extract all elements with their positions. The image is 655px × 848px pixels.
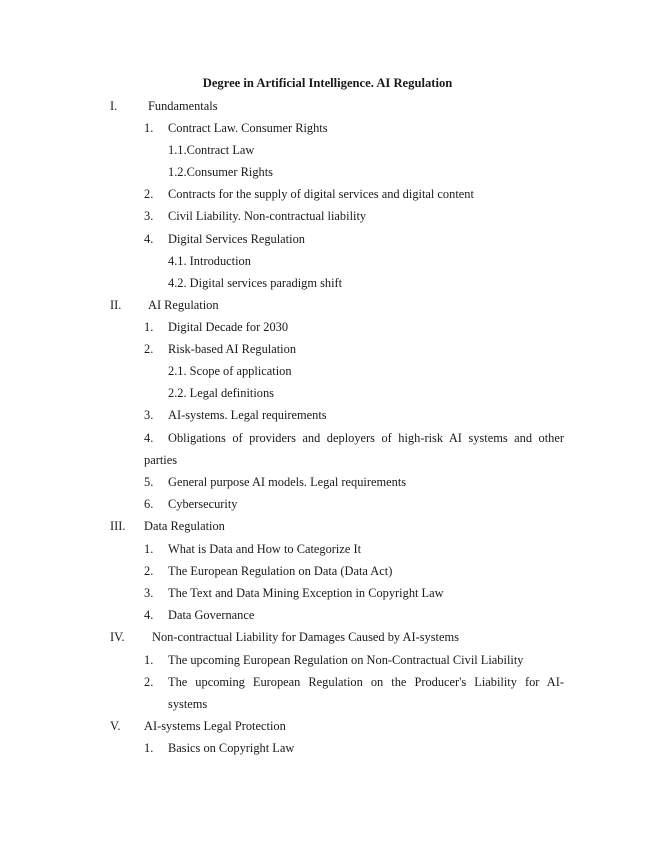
item-number: 1. bbox=[144, 741, 154, 755]
list-item: Data Governance bbox=[168, 608, 255, 622]
list-item-continuation: systems bbox=[168, 697, 208, 711]
sub-item: 1.1.Contract Law bbox=[168, 143, 255, 157]
list-item: The upcoming European Regulation on the Producer's Liability for AI- bbox=[168, 675, 564, 689]
sub-item: 4.1. Introduction bbox=[168, 254, 251, 268]
item-number: 4. bbox=[144, 608, 154, 622]
list-item: Civil Liability. Non-contractual liability bbox=[168, 209, 367, 223]
list-item: General purpose AI models. Legal requirements bbox=[168, 475, 407, 489]
item-number: 3. bbox=[144, 209, 154, 223]
item-number: 1. bbox=[144, 542, 154, 556]
list-item: Contracts for the supply of digital services and digital content bbox=[168, 187, 474, 201]
section-numeral: IV. bbox=[110, 630, 125, 644]
section-heading: Fundamentals bbox=[148, 99, 218, 113]
item-number: 4. bbox=[144, 232, 154, 246]
section-heading: AI Regulation bbox=[148, 298, 219, 312]
item-number: 1. bbox=[144, 653, 154, 667]
item-number: 2. bbox=[144, 675, 154, 689]
list-item: The Text and Data Mining Exception in Copyright Law bbox=[168, 586, 444, 600]
list-item: The upcoming European Regulation on Non-Contractual Civil Liability bbox=[168, 653, 524, 667]
list-item: Obligations of providers and deployers of high-risk AI systems and other bbox=[168, 431, 564, 445]
section-heading: Data Regulation bbox=[144, 519, 225, 533]
sub-item: 4.2. Digital services paradigm shift bbox=[168, 276, 343, 290]
sub-item: 2.2. Legal definitions bbox=[168, 386, 274, 400]
section-numeral: V. bbox=[110, 719, 121, 733]
item-number: 1. bbox=[144, 320, 154, 334]
list-item: Risk-based AI Regulation bbox=[168, 342, 297, 356]
section-heading: Non-contractual Liability for Damages Caused by AI-systems bbox=[152, 630, 459, 644]
list-item: Digital Services Regulation bbox=[168, 232, 305, 246]
item-number: 3. bbox=[144, 408, 154, 422]
item-number: 2. bbox=[144, 187, 154, 201]
item-number: 1. bbox=[144, 121, 154, 135]
item-number: 5. bbox=[144, 475, 154, 489]
list-item: Basics on Copyright Law bbox=[168, 741, 295, 755]
item-number: 6. bbox=[144, 497, 154, 511]
list-item: AI-systems. Legal requirements bbox=[168, 408, 327, 422]
list-item: Cybersecurity bbox=[168, 497, 238, 511]
section-numeral: I. bbox=[110, 99, 118, 113]
section-numeral: III. bbox=[110, 519, 126, 533]
sub-item: 2.1. Scope of application bbox=[168, 364, 292, 378]
list-item: What is Data and How to Categorize It bbox=[168, 542, 362, 556]
sub-item: 1.2.Consumer Rights bbox=[168, 165, 273, 179]
list-item: The European Regulation on Data (Data Act) bbox=[168, 564, 393, 578]
section-numeral: II. bbox=[110, 298, 122, 312]
item-number: 3. bbox=[144, 586, 154, 600]
list-item-continuation: parties bbox=[144, 453, 178, 467]
item-number: 2. bbox=[144, 564, 154, 578]
list-item: Digital Decade for 2030 bbox=[168, 320, 289, 334]
section-heading: AI-systems Legal Protection bbox=[144, 719, 286, 733]
item-number: 2. bbox=[144, 342, 154, 356]
document-title: Degree in Artificial Intelligence. AI Regulation bbox=[202, 76, 453, 90]
item-number: 4. bbox=[144, 431, 154, 445]
list-item: Contract Law. Consumer Rights bbox=[168, 121, 328, 135]
